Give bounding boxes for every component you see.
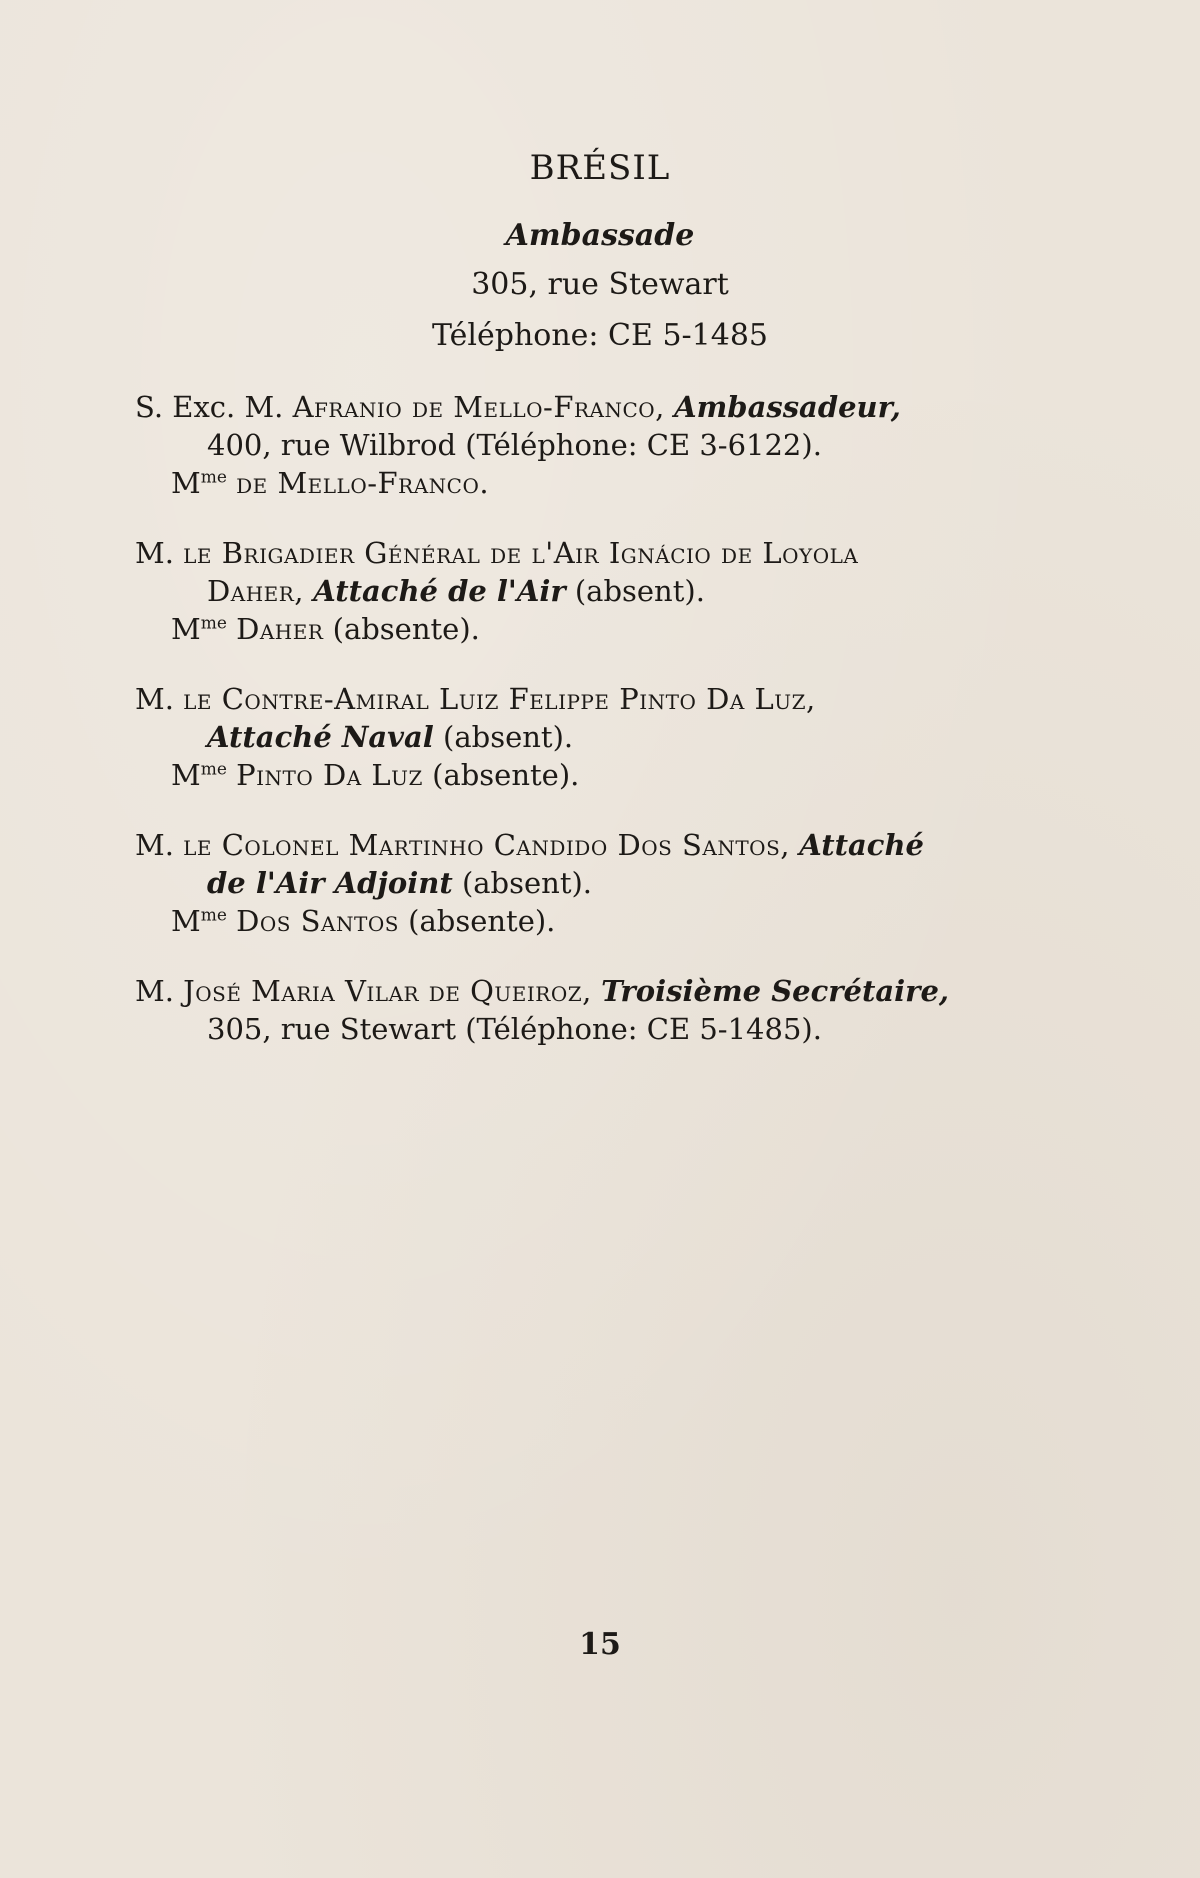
entry-line [135, 826, 1065, 864]
staff-list [135, 388, 1065, 1080]
mission-type: Ambassade [505, 218, 695, 253]
spouse-status: (absente). [432, 758, 580, 792]
entry-prefix: M. [135, 536, 184, 570]
person-status: (absent). [443, 720, 574, 754]
spouse-name: Dos Santos [236, 904, 399, 938]
person-role: Troisième Secrétaire, [601, 974, 950, 1008]
entry-address-line: 400, rue Wilbrod (Téléphone: CE 3-6122). [207, 428, 822, 462]
entry-prefix: M. [135, 974, 184, 1008]
staff-entry-assistant-air-attache [135, 826, 1065, 940]
person-role: Attaché Naval [207, 720, 434, 754]
entry-continuation-line [135, 864, 1065, 902]
person-role-cont: de l'Air Adjoint [207, 866, 453, 900]
entry-continuation-line [135, 572, 1065, 610]
staff-entry-naval-attache [135, 680, 1065, 794]
staff-entry-air-attache [135, 534, 1065, 648]
person-role: Ambassadeur, [674, 390, 901, 424]
entry-line [135, 680, 1065, 718]
person-name: le Brigadier Général de l'Air Ignácio de Loyola [183, 536, 859, 570]
person-role: Attaché de l'Air [313, 574, 566, 608]
spouse-line [135, 610, 1065, 648]
spouse-title: M [171, 466, 201, 500]
spouse-name: de Mello-Franco. [236, 466, 490, 500]
spouse-title-sup: me [200, 613, 227, 634]
spouse-title-sup: me [200, 467, 227, 488]
person-name: le Contre-Amiral Luiz Felippe Pinto Da Luz, [183, 682, 816, 716]
entry-continuation-line [135, 718, 1065, 756]
staff-entry-third-secretary [135, 972, 1065, 1048]
spouse-name: Pinto Da Luz [236, 758, 423, 792]
person-name-cont: Daher, [207, 574, 305, 608]
spouse-title: M [171, 904, 201, 938]
entry-prefix: S. Exc. M. [135, 390, 293, 424]
page-number: 15 [579, 1627, 621, 1662]
spouse-status: (absente). [332, 612, 480, 646]
spouse-line [135, 902, 1065, 940]
spouse-name: Daher [236, 612, 324, 646]
country-heading: BRÉSIL [529, 148, 671, 188]
spouse-status: (absente). [408, 904, 556, 938]
person-status: (absent). [574, 574, 705, 608]
person-role: Attaché [799, 828, 924, 862]
spouse-line [135, 756, 1065, 794]
entry-line [135, 388, 1065, 426]
spouse-title: M [171, 612, 201, 646]
mission-phone: Téléphone: CE 5-1485 [431, 318, 769, 353]
entry-line [135, 534, 1065, 572]
entry-prefix: M. [135, 682, 184, 716]
spouse-line [135, 464, 1065, 502]
person-name: José Maria Vilar de Queiroz, [183, 974, 592, 1008]
person-name: le Colonel Martinho Candido Dos Santos, [183, 828, 790, 862]
entry-prefix: M. [135, 828, 184, 862]
spouse-title: M [171, 758, 201, 792]
spouse-title-sup: me [200, 759, 227, 780]
spouse-title-sup: me [200, 905, 227, 926]
person-status: (absent). [461, 866, 593, 900]
entry-line [135, 972, 1065, 1010]
staff-entry-ambassador [135, 388, 1065, 502]
entry-address-line: 305, rue Stewart (Téléphone: CE 5-1485). [207, 1012, 822, 1046]
mission-address: 305, rue Stewart [471, 267, 729, 302]
person-name: Afranio de Mello-Franco, [292, 390, 665, 424]
